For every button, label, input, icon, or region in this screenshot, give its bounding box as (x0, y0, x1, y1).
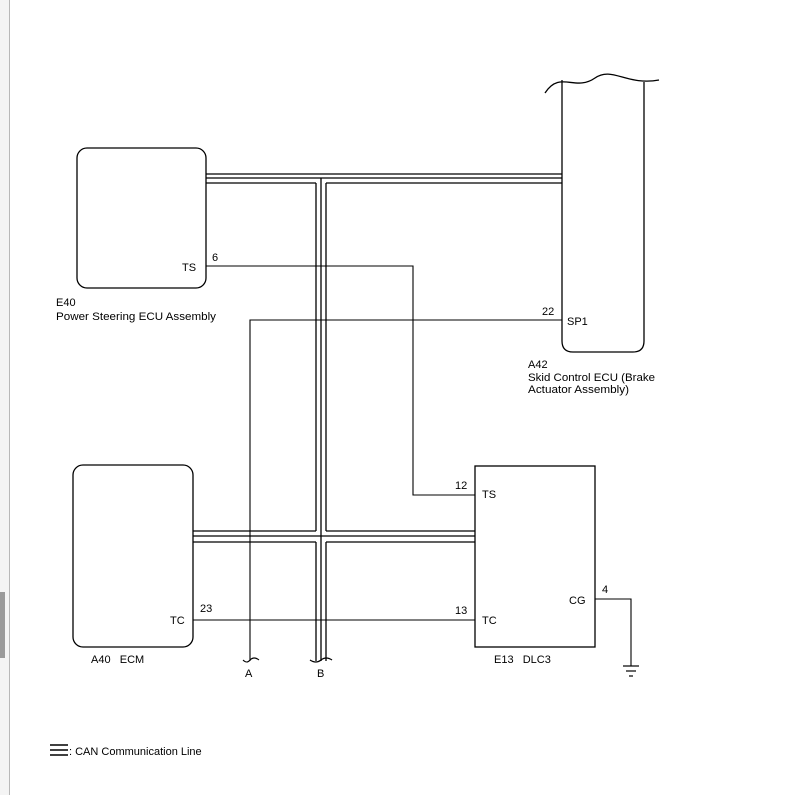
e40-terminal-ts: TS (182, 262, 197, 274)
a42-terminal-sp1: SP1 (567, 316, 588, 328)
e40-id: E40 (56, 297, 76, 309)
dlc3-pin-12: 12 (455, 480, 468, 492)
e40-name: Power Steering ECU Assembly (56, 311, 217, 323)
ecm-pin-23: 23 (200, 603, 213, 615)
can-bus (193, 174, 562, 662)
e40-pin-6: 6 (212, 252, 219, 264)
a42-pin-22: 22 (542, 306, 555, 318)
ground-icon (623, 666, 639, 676)
dlc3-pin-4: 4 (602, 584, 609, 596)
a42-name-line2: Actuator Assembly) (528, 384, 629, 396)
ecm-label: A40 ECM (91, 654, 145, 666)
can-line-legend-icon (50, 745, 68, 755)
dlc3-terminal-cg: CG (569, 595, 586, 607)
connector-a-label: A (245, 668, 253, 680)
a42-name-line1: Skid Control ECU (Brake (528, 372, 655, 384)
legend-text: : CAN Communication Line (69, 746, 202, 758)
dlc3-pin-13: 13 (455, 605, 468, 617)
ecm-terminal-tc: TC (170, 615, 185, 627)
dlc3-label: E13 DLC3 (494, 654, 551, 666)
connector-b-label: B (317, 668, 325, 680)
dlc3-terminal-ts: TS (482, 489, 497, 501)
a42-id: A42 (528, 359, 548, 371)
dlc3-terminal-tc: TC (482, 615, 497, 627)
skid-control-ecu-box (562, 80, 644, 352)
